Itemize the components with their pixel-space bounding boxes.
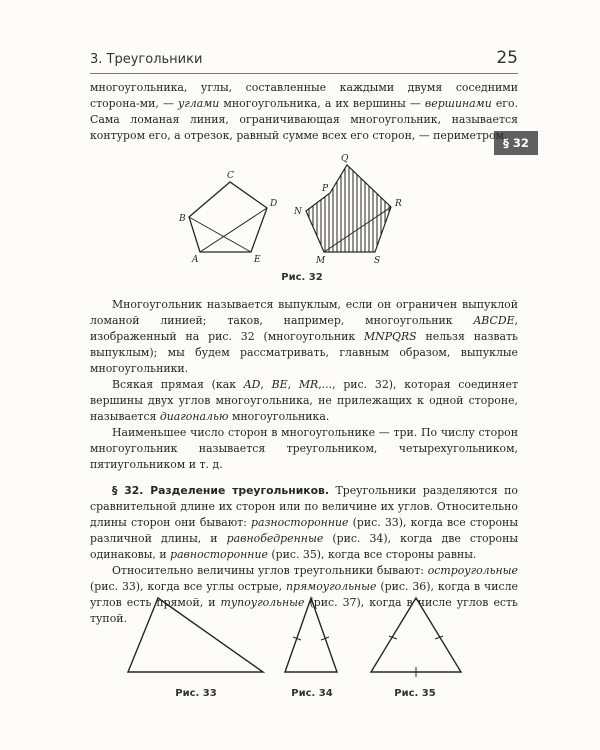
nonconvex-polygon bbox=[306, 165, 391, 252]
angles-paragraph: Относительно величины углов треугольники бывают: остроугольные (рис. 33), когда все углы острые, прямоугольные (рис. 36), когда в числе углов есть прямой, и тупоугольные (рис. 37), когда в числе углов есть тупой. bbox=[90, 564, 518, 625]
section-heading: § 32. Разделение треугольников. bbox=[112, 484, 329, 497]
figure-32-caption: Рис. 32 bbox=[281, 272, 323, 283]
min-sides-paragraph: Наименьшее число сторон в многоугольнике — три. По числу сторон многоугольник называется треугольником, четырехугольником, пятиугольником и т. д. bbox=[90, 426, 518, 471]
section-tab: § 32 bbox=[494, 131, 538, 155]
body-text bbox=[90, 297, 518, 627]
label-M: M bbox=[316, 256, 326, 266]
section-32-paragraph: § 32. Разделение треугольников. Треугольники разделяются по сравнительной длине их сторон или по величине их углов. Относительно длины сторон они бывают: разносторонние (рис. 33), когда все стороны различной длины, и равнобедренные (рис. 34), когда две стороны одинаковы, и равносторонние (рис. 35), когда все стороны равны. bbox=[90, 484, 518, 561]
running-title: 3. Треугольники bbox=[90, 52, 203, 67]
diagonal-paragraph: Всякая прямая (как AD, BE, MR,..., рис. 32), которая соединяет вершины двух углов многоугольника, не прилежащих к одной стороне, называется диагональю многоугольника. bbox=[90, 378, 518, 423]
label-B: B bbox=[179, 214, 186, 224]
label-R: R bbox=[395, 199, 402, 209]
figure-34-caption: Рис. 34 bbox=[291, 688, 333, 699]
label-S: S bbox=[374, 256, 381, 266]
label-A: A bbox=[192, 255, 199, 265]
figure-35-caption: Рис. 35 bbox=[394, 688, 436, 699]
label-E: E bbox=[254, 255, 261, 265]
diagonal-AD bbox=[200, 208, 267, 252]
label-D: D bbox=[270, 199, 278, 209]
page-number: 25 bbox=[496, 48, 518, 68]
convex-pentagon bbox=[189, 182, 267, 252]
figure-33-caption: Рис. 33 bbox=[175, 688, 217, 699]
label-Q: Q bbox=[341, 154, 349, 164]
label-C: C bbox=[227, 171, 234, 181]
label-P: P bbox=[322, 184, 329, 194]
convex-paragraph: Многоугольник называется выпуклым, если он ограничен выпуклой ломаной линией; таков, например, многоугольник ABCDE, изображенный на рис. 32 (многоугольник MNPQRS нельзя назвать выпуклым); мы будем рассматривать, главным образом, выпуклые многоугольники. bbox=[90, 298, 518, 375]
intro-paragraph: многоугольника, углы, составленные каждыми двумя соседними сторона-ми, — углами многоугольника, а их вершины — вершинами его. Сама ломаная линия, ограничивающая многоугольник, называется контуром его, а отрезок, равный сумме всех его сторон, — периметром. bbox=[90, 81, 518, 142]
label-N: N bbox=[294, 207, 302, 217]
